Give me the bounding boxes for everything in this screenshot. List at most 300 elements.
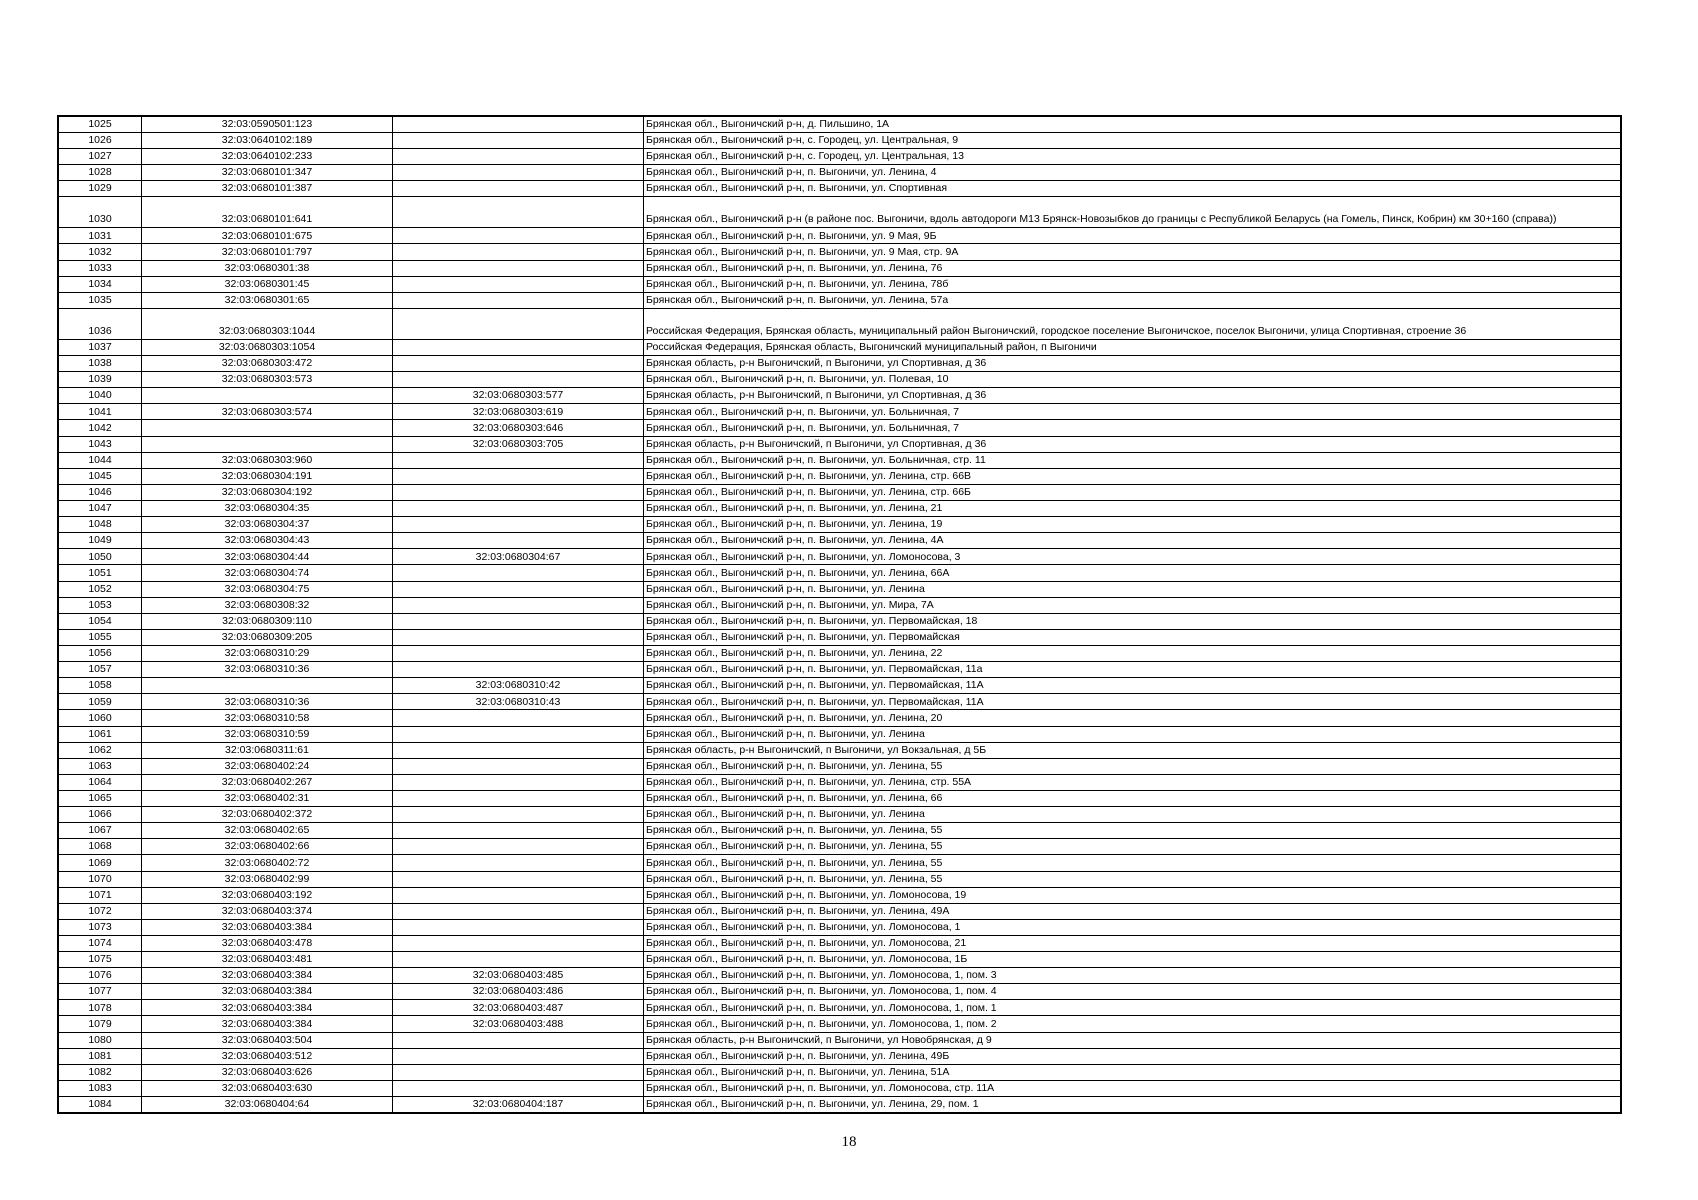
linked-cadastral-number-cell xyxy=(393,903,644,919)
address-cell: Брянская обл., Выгоничский р-н, п. Выгоничи, ул. Ломоносова, 1, пом. 3 xyxy=(644,968,1622,984)
linked-cadastral-number-cell xyxy=(393,613,644,629)
table-row xyxy=(58,500,1621,516)
linked-cadastral-number-cell xyxy=(393,533,644,549)
address-cell: Брянская обл., Выгоничский р-н, п. Выгоничи, ул. Ленина, 51А xyxy=(644,1064,1622,1080)
linked-cadastral-number-cell: 32:03:0680310:43 xyxy=(393,694,644,710)
address-cell: Брянская обл., Выгоничский р-н, п. Выгоничи, ул. Ломоносова, 1 xyxy=(644,919,1622,935)
table-row xyxy=(58,1064,1621,1080)
row-number-cell: 1053 xyxy=(58,597,142,613)
address-cell: Брянская обл., Выгоничский р-н, п. Выгоничи, ул. Ломоносова, стр. 11А xyxy=(644,1080,1622,1096)
table-row xyxy=(58,952,1621,968)
cadastral-number-cell: 32:03:0680301:45 xyxy=(142,276,393,292)
cadastral-number-cell: 32:03:0680404:64 xyxy=(142,1097,393,1113)
table-row xyxy=(58,710,1621,726)
linked-cadastral-number-cell xyxy=(393,1080,644,1096)
row-number-cell: 1033 xyxy=(58,260,142,276)
address-cell: Брянская обл., Выгоничский р-н, п. Выгоничи, ул. Ленина, 55 xyxy=(644,855,1622,871)
table-row xyxy=(58,228,1621,244)
row-number-cell: 1032 xyxy=(58,244,142,260)
address-cell: Брянская обл., Выгоничский р-н, п. Выгоничи, ул. Ленина, 19 xyxy=(644,517,1622,533)
row-number-cell: 1080 xyxy=(58,1032,142,1048)
address-cell: Брянская обл., Выгоничский р-н, с. Городец, ул. Центральная, 9 xyxy=(644,132,1622,148)
cadastral-number-cell: 32:03:0680101:641 xyxy=(142,197,393,228)
table-row xyxy=(58,565,1621,581)
linked-cadastral-number-cell xyxy=(393,790,644,806)
cadastral-number-cell: 32:03:0680308:32 xyxy=(142,597,393,613)
cadastral-number-cell: 32:03:0680310:36 xyxy=(142,694,393,710)
linked-cadastral-number-cell xyxy=(393,726,644,742)
cadastral-number-cell: 32:03:0680310:58 xyxy=(142,710,393,726)
row-number-cell: 1043 xyxy=(58,436,142,452)
cadastral-number-cell: 32:03:0680101:387 xyxy=(142,181,393,197)
cadastral-number-cell: 32:03:0680403:384 xyxy=(142,919,393,935)
row-number-cell: 1041 xyxy=(58,404,142,420)
linked-cadastral-number-cell xyxy=(393,887,644,903)
table-row xyxy=(58,887,1621,903)
linked-cadastral-number-cell xyxy=(393,629,644,645)
table-row xyxy=(58,662,1621,678)
address-cell: Брянская обл., Выгоничский р-н, п. Выгоничи, ул. 9 Мая, стр. 9А xyxy=(644,244,1622,260)
linked-cadastral-number-cell: 32:03:0680403:487 xyxy=(393,1000,644,1016)
table-row xyxy=(58,517,1621,533)
cadastral-number-cell: 32:03:0680303:960 xyxy=(142,452,393,468)
linked-cadastral-number-cell: 32:03:0680404:187 xyxy=(393,1097,644,1113)
table-row xyxy=(58,549,1621,565)
linked-cadastral-number-cell xyxy=(393,372,644,388)
table-row xyxy=(58,581,1621,597)
linked-cadastral-number-cell xyxy=(393,292,644,308)
linked-cadastral-number-cell xyxy=(393,774,644,790)
address-cell: Брянская обл., Выгоничский р-н, п. Выгоничи, ул. Ленина, 66А xyxy=(644,565,1622,581)
cadastral-number-cell: 32:03:0680402:99 xyxy=(142,871,393,887)
row-number-cell: 1081 xyxy=(58,1048,142,1064)
address-cell: Российская Федерация, Брянская область, муниципальный район Выгоничский, городское поселение Выгоничское, поселок Выгоничи, улица Спортивная, строение 36 xyxy=(644,308,1622,339)
cadastral-number-cell: 32:03:0680304:44 xyxy=(142,549,393,565)
table-row xyxy=(58,774,1621,790)
row-number-cell: 1083 xyxy=(58,1080,142,1096)
row-number-cell: 1048 xyxy=(58,517,142,533)
cadastral-number-cell: 32:03:0680403:630 xyxy=(142,1080,393,1096)
row-number-cell: 1060 xyxy=(58,710,142,726)
linked-cadastral-number-cell xyxy=(393,181,644,197)
address-cell: Брянская обл., Выгоничский р-н, п. Выгоничи, ул. Ленина, 20 xyxy=(644,710,1622,726)
linked-cadastral-number-cell xyxy=(393,116,644,132)
address-cell: Брянская обл., Выгоничский р-н, п. Выгоничи, ул. Ломоносова, 1, пом. 2 xyxy=(644,1016,1622,1032)
cadastral-number-cell: 32:03:0680303:472 xyxy=(142,356,393,372)
linked-cadastral-number-cell xyxy=(393,197,644,228)
address-cell: Брянская обл., Выгоничский р-н, п. Выгоничи, ул. 9 Мая, 9Б xyxy=(644,228,1622,244)
table-row xyxy=(58,388,1621,404)
address-cell: Брянская обл., Выгоничский р-н, п. Выгоничи, ул. Ленина, стр. 66В xyxy=(644,468,1622,484)
cadastral-number-cell: 32:03:0680310:36 xyxy=(142,662,393,678)
cadastral-number-cell: 32:03:0680101:675 xyxy=(142,228,393,244)
cadastral-number-cell: 32:03:0680403:384 xyxy=(142,1016,393,1032)
address-cell: Брянская область, р-н Выгоничский, п Выгоничи, ул Спортивная, д 36 xyxy=(644,356,1622,372)
table-row xyxy=(58,645,1621,661)
table-row xyxy=(58,597,1621,613)
table-row xyxy=(58,1048,1621,1064)
table-row xyxy=(58,116,1621,132)
address-cell: Брянская обл., Выгоничский р-н, п. Выгоничи, ул. Ломоносова, 3 xyxy=(644,549,1622,565)
linked-cadastral-number-cell: 32:03:0680310:42 xyxy=(393,678,644,694)
linked-cadastral-number-cell xyxy=(393,244,644,260)
table-row xyxy=(58,758,1621,774)
address-cell: Брянская обл., Выгоничский р-н, п. Выгоничи, ул. Ломоносова, 1, пом. 4 xyxy=(644,984,1622,1000)
linked-cadastral-number-cell: 32:03:0680303:705 xyxy=(393,436,644,452)
row-number-cell: 1050 xyxy=(58,549,142,565)
linked-cadastral-number-cell xyxy=(393,952,644,968)
cadastral-number-cell: 32:03:0680304:35 xyxy=(142,500,393,516)
table-row xyxy=(58,742,1621,758)
table-row xyxy=(58,1000,1621,1016)
cadastral-number-cell: 32:03:0680301:65 xyxy=(142,292,393,308)
address-cell: Брянская область, р-н Выгоничский, п Выгоничи, ул Новобрянская, д 9 xyxy=(644,1032,1622,1048)
row-number-cell: 1046 xyxy=(58,484,142,500)
cadastral-number-cell: 32:03:0680402:24 xyxy=(142,758,393,774)
table-row xyxy=(58,726,1621,742)
address-cell: Брянская обл., Выгоничский р-н, п. Выгоничи, ул. Больничная, стр. 11 xyxy=(644,452,1622,468)
table-row xyxy=(58,468,1621,484)
address-cell: Брянская обл., Выгоничский р-н, п. Выгоничи, ул. Больничная, 7 xyxy=(644,420,1622,436)
row-number-cell: 1058 xyxy=(58,678,142,694)
cadastral-number-cell: 32:03:0680304:74 xyxy=(142,565,393,581)
cadastral-number-cell: 32:03:0680304:75 xyxy=(142,581,393,597)
linked-cadastral-number-cell xyxy=(393,308,644,339)
table-row xyxy=(58,484,1621,500)
row-number-cell: 1082 xyxy=(58,1064,142,1080)
row-number-cell: 1056 xyxy=(58,645,142,661)
table-row xyxy=(58,132,1621,148)
row-number-cell: 1064 xyxy=(58,774,142,790)
address-cell: Брянская обл., Выгоничский р-н, п. Выгоничи, ул. Ленина, 55 xyxy=(644,871,1622,887)
table-row xyxy=(58,919,1621,935)
cadastral-number-cell: 32:03:0680303:1054 xyxy=(142,339,393,355)
cadastral-number-cell: 32:03:0680303:1044 xyxy=(142,308,393,339)
table-row xyxy=(58,292,1621,308)
table-row xyxy=(58,149,1621,165)
row-number-cell: 1079 xyxy=(58,1016,142,1032)
cadastral-number-cell: 32:03:0680303:574 xyxy=(142,404,393,420)
row-number-cell: 1039 xyxy=(58,372,142,388)
table-row xyxy=(58,871,1621,887)
linked-cadastral-number-cell xyxy=(393,597,644,613)
linked-cadastral-number-cell xyxy=(393,645,644,661)
row-number-cell: 1028 xyxy=(58,165,142,181)
table-row xyxy=(58,1032,1621,1048)
table-row xyxy=(58,260,1621,276)
row-number-cell: 1025 xyxy=(58,116,142,132)
address-cell: Брянская обл., Выгоничский р-н, п. Выгоничи, ул. Ленина, 4А xyxy=(644,533,1622,549)
linked-cadastral-number-cell: 32:03:0680304:67 xyxy=(393,549,644,565)
cadastral-number-cell xyxy=(142,678,393,694)
row-number-cell: 1065 xyxy=(58,790,142,806)
table-row xyxy=(58,823,1621,839)
linked-cadastral-number-cell xyxy=(393,260,644,276)
address-cell: Брянская обл., Выгоничский р-н, п. Выгоничи, ул. Ленина, 21 xyxy=(644,500,1622,516)
linked-cadastral-number-cell xyxy=(393,565,644,581)
linked-cadastral-number-cell xyxy=(393,484,644,500)
address-cell: Брянская обл., Выгоничский р-н, п. Выгоничи, ул. Ленина, 55 xyxy=(644,839,1622,855)
table-row xyxy=(58,694,1621,710)
address-cell: Брянская обл., Выгоничский р-н, п. Выгоничи, ул. Ленина xyxy=(644,726,1622,742)
row-number-cell: 1029 xyxy=(58,181,142,197)
address-cell: Брянская область, р-н Выгоничский, п Выгоничи, ул Спортивная, д 36 xyxy=(644,388,1622,404)
address-cell: Брянская обл., Выгоничский р-н, п. Выгоничи, ул. Ленина, 4 xyxy=(644,165,1622,181)
row-number-cell: 1063 xyxy=(58,758,142,774)
row-number-cell: 1070 xyxy=(58,871,142,887)
cadastral-number-cell: 32:03:0590501:123 xyxy=(142,116,393,132)
address-cell: Брянская обл., Выгоничский р-н, п. Выгоничи, ул. Первомайская, 11А xyxy=(644,678,1622,694)
row-number-cell: 1084 xyxy=(58,1097,142,1113)
table-row xyxy=(58,1016,1621,1032)
row-number-cell: 1051 xyxy=(58,565,142,581)
table-row xyxy=(58,404,1621,420)
address-cell: Брянская обл., Выгоничский р-н, п. Выгоничи, ул. Ленина, 66 xyxy=(644,790,1622,806)
table-row xyxy=(58,807,1621,823)
row-number-cell: 1061 xyxy=(58,726,142,742)
linked-cadastral-number-cell xyxy=(393,1048,644,1064)
address-cell: Брянская обл., Выгоничский р-н, п. Выгоничи, ул. Мира, 7А xyxy=(644,597,1622,613)
table-row xyxy=(58,436,1621,452)
row-number-cell: 1055 xyxy=(58,629,142,645)
address-cell: Брянская обл., Выгоничский р-н, п. Выгоничи, ул. Ленина, 29, пом. 1 xyxy=(644,1097,1622,1113)
row-number-cell: 1068 xyxy=(58,839,142,855)
linked-cadastral-number-cell xyxy=(393,468,644,484)
cadastral-number-cell: 32:03:0680403:504 xyxy=(142,1032,393,1048)
address-cell: Брянская обл., Выгоничский р-н, п. Выгоничи, ул. Ленина xyxy=(644,581,1622,597)
cadastral-number-cell: 32:03:0680402:372 xyxy=(142,807,393,823)
register-table xyxy=(57,115,1622,1114)
address-cell: Российская Федерация, Брянская область, Выгоничский муниципальный район, п Выгоничи xyxy=(644,339,1622,355)
cadastral-number-cell: 32:03:0680402:267 xyxy=(142,774,393,790)
linked-cadastral-number-cell xyxy=(393,581,644,597)
cadastral-number-cell: 32:03:0680304:37 xyxy=(142,517,393,533)
linked-cadastral-number-cell: 32:03:0680303:646 xyxy=(393,420,644,436)
address-cell: Брянская область, р-н Выгоничский, п Выгоничи, ул Спортивная, д 36 xyxy=(644,436,1622,452)
cadastral-number-cell: 32:03:0680403:512 xyxy=(142,1048,393,1064)
row-number-cell: 1035 xyxy=(58,292,142,308)
row-number-cell: 1074 xyxy=(58,935,142,951)
linked-cadastral-number-cell xyxy=(393,228,644,244)
linked-cadastral-number-cell xyxy=(393,823,644,839)
address-cell: Брянская обл., Выгоничский р-н, п. Выгоничи, ул. Ленина, 57а xyxy=(644,292,1622,308)
linked-cadastral-number-cell xyxy=(393,855,644,871)
linked-cadastral-number-cell xyxy=(393,132,644,148)
table-row xyxy=(58,935,1621,951)
linked-cadastral-number-cell xyxy=(393,935,644,951)
row-number-cell: 1072 xyxy=(58,903,142,919)
address-cell: Брянская обл., Выгоничский р-н, п. Выгоничи, ул. Ломоносова, 1, пом. 1 xyxy=(644,1000,1622,1016)
address-cell: Брянская обл., Выгоничский р-н, п. Выгоничи, ул. Полевая, 10 xyxy=(644,372,1622,388)
table-row xyxy=(58,855,1621,871)
cadastral-number-cell: 32:03:0680304:191 xyxy=(142,468,393,484)
address-cell: Брянская обл., Выгоничский р-н, п. Выгоничи, ул. Спортивная xyxy=(644,181,1622,197)
linked-cadastral-number-cell xyxy=(393,1032,644,1048)
cadastral-number-cell: 32:03:0680402:72 xyxy=(142,855,393,871)
address-cell: Брянская обл., Выгоничский р-н (в районе пос. Выгоничи, вдоль автодороги М13 Брянск-Новозыбков до границы с Республикой Беларусь (на Гомель, Пинск, Кобрин) км 30+160 (справа)) xyxy=(644,197,1622,228)
linked-cadastral-number-cell xyxy=(393,742,644,758)
linked-cadastral-number-cell xyxy=(393,662,644,678)
register-table-body xyxy=(58,116,1621,1113)
row-number-cell: 1066 xyxy=(58,807,142,823)
table-row xyxy=(58,244,1621,260)
row-number-cell: 1044 xyxy=(58,452,142,468)
table-row xyxy=(58,197,1621,228)
table-row xyxy=(58,613,1621,629)
page-number: 18 xyxy=(841,1134,857,1150)
row-number-cell: 1078 xyxy=(58,1000,142,1016)
table-row xyxy=(58,452,1621,468)
address-cell: Брянская обл., Выгоничский р-н, п. Выгоничи, ул. Ленина, 49А xyxy=(644,903,1622,919)
row-number-cell: 1062 xyxy=(58,742,142,758)
address-cell: Брянская обл., Выгоничский р-н, п. Выгоничи, ул. Ленина, 78б xyxy=(644,276,1622,292)
table-row xyxy=(58,308,1621,339)
address-cell: Брянская обл., Выгоничский р-н, п. Выгоничи, ул. Первомайская, 18 xyxy=(644,613,1622,629)
cadastral-number-cell: 32:03:0680403:192 xyxy=(142,887,393,903)
table-row xyxy=(58,968,1621,984)
linked-cadastral-number-cell xyxy=(393,517,644,533)
row-number-cell: 1040 xyxy=(58,388,142,404)
cadastral-number-cell: 32:03:0680403:626 xyxy=(142,1064,393,1080)
linked-cadastral-number-cell xyxy=(393,276,644,292)
row-number-cell: 1026 xyxy=(58,132,142,148)
linked-cadastral-number-cell xyxy=(393,919,644,935)
address-cell: Брянская область, р-н Выгоничский, п Выгоничи, ул Вокзальная, д 5Б xyxy=(644,742,1622,758)
row-number-cell: 1030 xyxy=(58,197,142,228)
row-number-cell: 1076 xyxy=(58,968,142,984)
row-number-cell: 1045 xyxy=(58,468,142,484)
row-number-cell: 1037 xyxy=(58,339,142,355)
address-cell: Брянская обл., Выгоничский р-н, с. Городец, ул. Центральная, 13 xyxy=(644,149,1622,165)
table-row xyxy=(58,276,1621,292)
cadastral-number-cell: 32:03:0680402:66 xyxy=(142,839,393,855)
row-number-cell: 1036 xyxy=(58,308,142,339)
address-cell: Брянская обл., Выгоничский р-н, п. Выгоничи, ул. Ленина, 55 xyxy=(644,823,1622,839)
table-row xyxy=(58,339,1621,355)
cadastral-number-cell: 32:03:0680310:29 xyxy=(142,645,393,661)
address-cell: Брянская обл., Выгоничский р-н, п. Выгоничи, ул. Ломоносова, 21 xyxy=(644,935,1622,951)
cadastral-number-cell: 32:03:0680304:43 xyxy=(142,533,393,549)
cadastral-number-cell xyxy=(142,388,393,404)
linked-cadastral-number-cell xyxy=(393,356,644,372)
table-row xyxy=(58,356,1621,372)
linked-cadastral-number-cell xyxy=(393,149,644,165)
table-row xyxy=(58,629,1621,645)
cadastral-number-cell: 32:03:0680402:31 xyxy=(142,790,393,806)
address-cell: Брянская обл., Выгоничский р-н, п. Выгоничи, ул. Ленина xyxy=(644,807,1622,823)
linked-cadastral-number-cell: 32:03:0680403:485 xyxy=(393,968,644,984)
cadastral-number-cell: 32:03:0680301:38 xyxy=(142,260,393,276)
cadastral-number-cell: 32:03:0680304:192 xyxy=(142,484,393,500)
cadastral-number-cell: 32:03:0680310:59 xyxy=(142,726,393,742)
row-number-cell: 1034 xyxy=(58,276,142,292)
linked-cadastral-number-cell xyxy=(393,758,644,774)
row-number-cell: 1047 xyxy=(58,500,142,516)
row-number-cell: 1077 xyxy=(58,984,142,1000)
table-row xyxy=(58,984,1621,1000)
address-cell: Брянская обл., Выгоничский р-н, п. Выгоничи, ул. Ленина, 22 xyxy=(644,645,1622,661)
table-row xyxy=(58,1097,1621,1113)
table-row xyxy=(58,181,1621,197)
linked-cadastral-number-cell xyxy=(393,165,644,181)
address-cell: Брянская обл., Выгоничский р-н, д. Пильшино, 1А xyxy=(644,116,1622,132)
cadastral-number-cell: 32:03:0680403:481 xyxy=(142,952,393,968)
cadastral-number-cell xyxy=(142,436,393,452)
table-row xyxy=(58,533,1621,549)
table-row xyxy=(58,1080,1621,1096)
cadastral-number-cell: 32:03:0680402:65 xyxy=(142,823,393,839)
row-number-cell: 1031 xyxy=(58,228,142,244)
row-number-cell: 1027 xyxy=(58,149,142,165)
linked-cadastral-number-cell xyxy=(393,710,644,726)
table-row xyxy=(58,420,1621,436)
address-cell: Брянская обл., Выгоничский р-н, п. Выгоничи, ул. Ломоносова, 1Б xyxy=(644,952,1622,968)
row-number-cell: 1071 xyxy=(58,887,142,903)
linked-cadastral-number-cell xyxy=(393,452,644,468)
table-row xyxy=(58,165,1621,181)
table-row xyxy=(58,839,1621,855)
linked-cadastral-number-cell xyxy=(393,871,644,887)
cadastral-number-cell: 32:03:0680403:384 xyxy=(142,968,393,984)
row-number-cell: 1075 xyxy=(58,952,142,968)
address-cell: Брянская обл., Выгоничский р-н, п. Выгоничи, ул. Первомайская, 11а xyxy=(644,662,1622,678)
table-row xyxy=(58,790,1621,806)
row-number-cell: 1054 xyxy=(58,613,142,629)
address-cell: Брянская обл., Выгоничский р-н, п. Выгоничи, ул. Первомайская, 11А xyxy=(644,694,1622,710)
cadastral-number-cell: 32:03:0680309:110 xyxy=(142,613,393,629)
cadastral-number-cell: 32:03:0680101:797 xyxy=(142,244,393,260)
cadastral-number-cell: 32:03:0680403:374 xyxy=(142,903,393,919)
address-cell: Брянская обл., Выгоничский р-н, п. Выгоничи, ул. Первомайская xyxy=(644,629,1622,645)
table-row xyxy=(58,903,1621,919)
linked-cadastral-number-cell: 32:03:0680303:577 xyxy=(393,388,644,404)
row-number-cell: 1057 xyxy=(58,662,142,678)
row-number-cell: 1042 xyxy=(58,420,142,436)
address-cell: Брянская обл., Выгоничский р-н, п. Выгоничи, ул. Ленина, стр. 55А xyxy=(644,774,1622,790)
linked-cadastral-number-cell xyxy=(393,339,644,355)
linked-cadastral-number-cell xyxy=(393,1064,644,1080)
linked-cadastral-number-cell: 32:03:0680303:619 xyxy=(393,404,644,420)
address-cell: Брянская обл., Выгоничский р-н, п. Выгоничи, ул. Ломоносова, 19 xyxy=(644,887,1622,903)
cadastral-number-cell: 32:03:0680403:478 xyxy=(142,935,393,951)
cadastral-number-cell: 32:03:0680303:573 xyxy=(142,372,393,388)
address-cell: Брянская обл., Выгоничский р-н, п. Выгоничи, ул. Ленина, 55 xyxy=(644,758,1622,774)
linked-cadastral-number-cell: 32:03:0680403:488 xyxy=(393,1016,644,1032)
address-cell: Брянская обл., Выгоничский р-н, п. Выгоничи, ул. Ленина, 76 xyxy=(644,260,1622,276)
linked-cadastral-number-cell xyxy=(393,500,644,516)
row-number-cell: 1059 xyxy=(58,694,142,710)
cadastral-number-cell: 32:03:0680311:61 xyxy=(142,742,393,758)
address-cell: Брянская обл., Выгоничский р-н, п. Выгоничи, ул. Ленина, стр. 66Б xyxy=(644,484,1622,500)
linked-cadastral-number-cell: 32:03:0680403:486 xyxy=(393,984,644,1000)
address-cell: Брянская обл., Выгоничский р-н, п. Выгоничи, ул. Ленина, 49Б xyxy=(644,1048,1622,1064)
row-number-cell: 1067 xyxy=(58,823,142,839)
linked-cadastral-number-cell xyxy=(393,839,644,855)
table-row xyxy=(58,678,1621,694)
cadastral-number-cell: 32:03:0640102:233 xyxy=(142,149,393,165)
cadastral-number-cell: 32:03:0680403:384 xyxy=(142,1000,393,1016)
row-number-cell: 1052 xyxy=(58,581,142,597)
row-number-cell: 1073 xyxy=(58,919,142,935)
cadastral-number-cell xyxy=(142,420,393,436)
table-row xyxy=(58,372,1621,388)
address-cell: Брянская обл., Выгоничский р-н, п. Выгоничи, ул. Больничная, 7 xyxy=(644,404,1622,420)
cadastral-number-cell: 32:03:0680101:347 xyxy=(142,165,393,181)
cadastral-number-cell: 32:03:0680403:384 xyxy=(142,984,393,1000)
row-number-cell: 1038 xyxy=(58,356,142,372)
row-number-cell: 1069 xyxy=(58,855,142,871)
cadastral-number-cell: 32:03:0640102:189 xyxy=(142,132,393,148)
